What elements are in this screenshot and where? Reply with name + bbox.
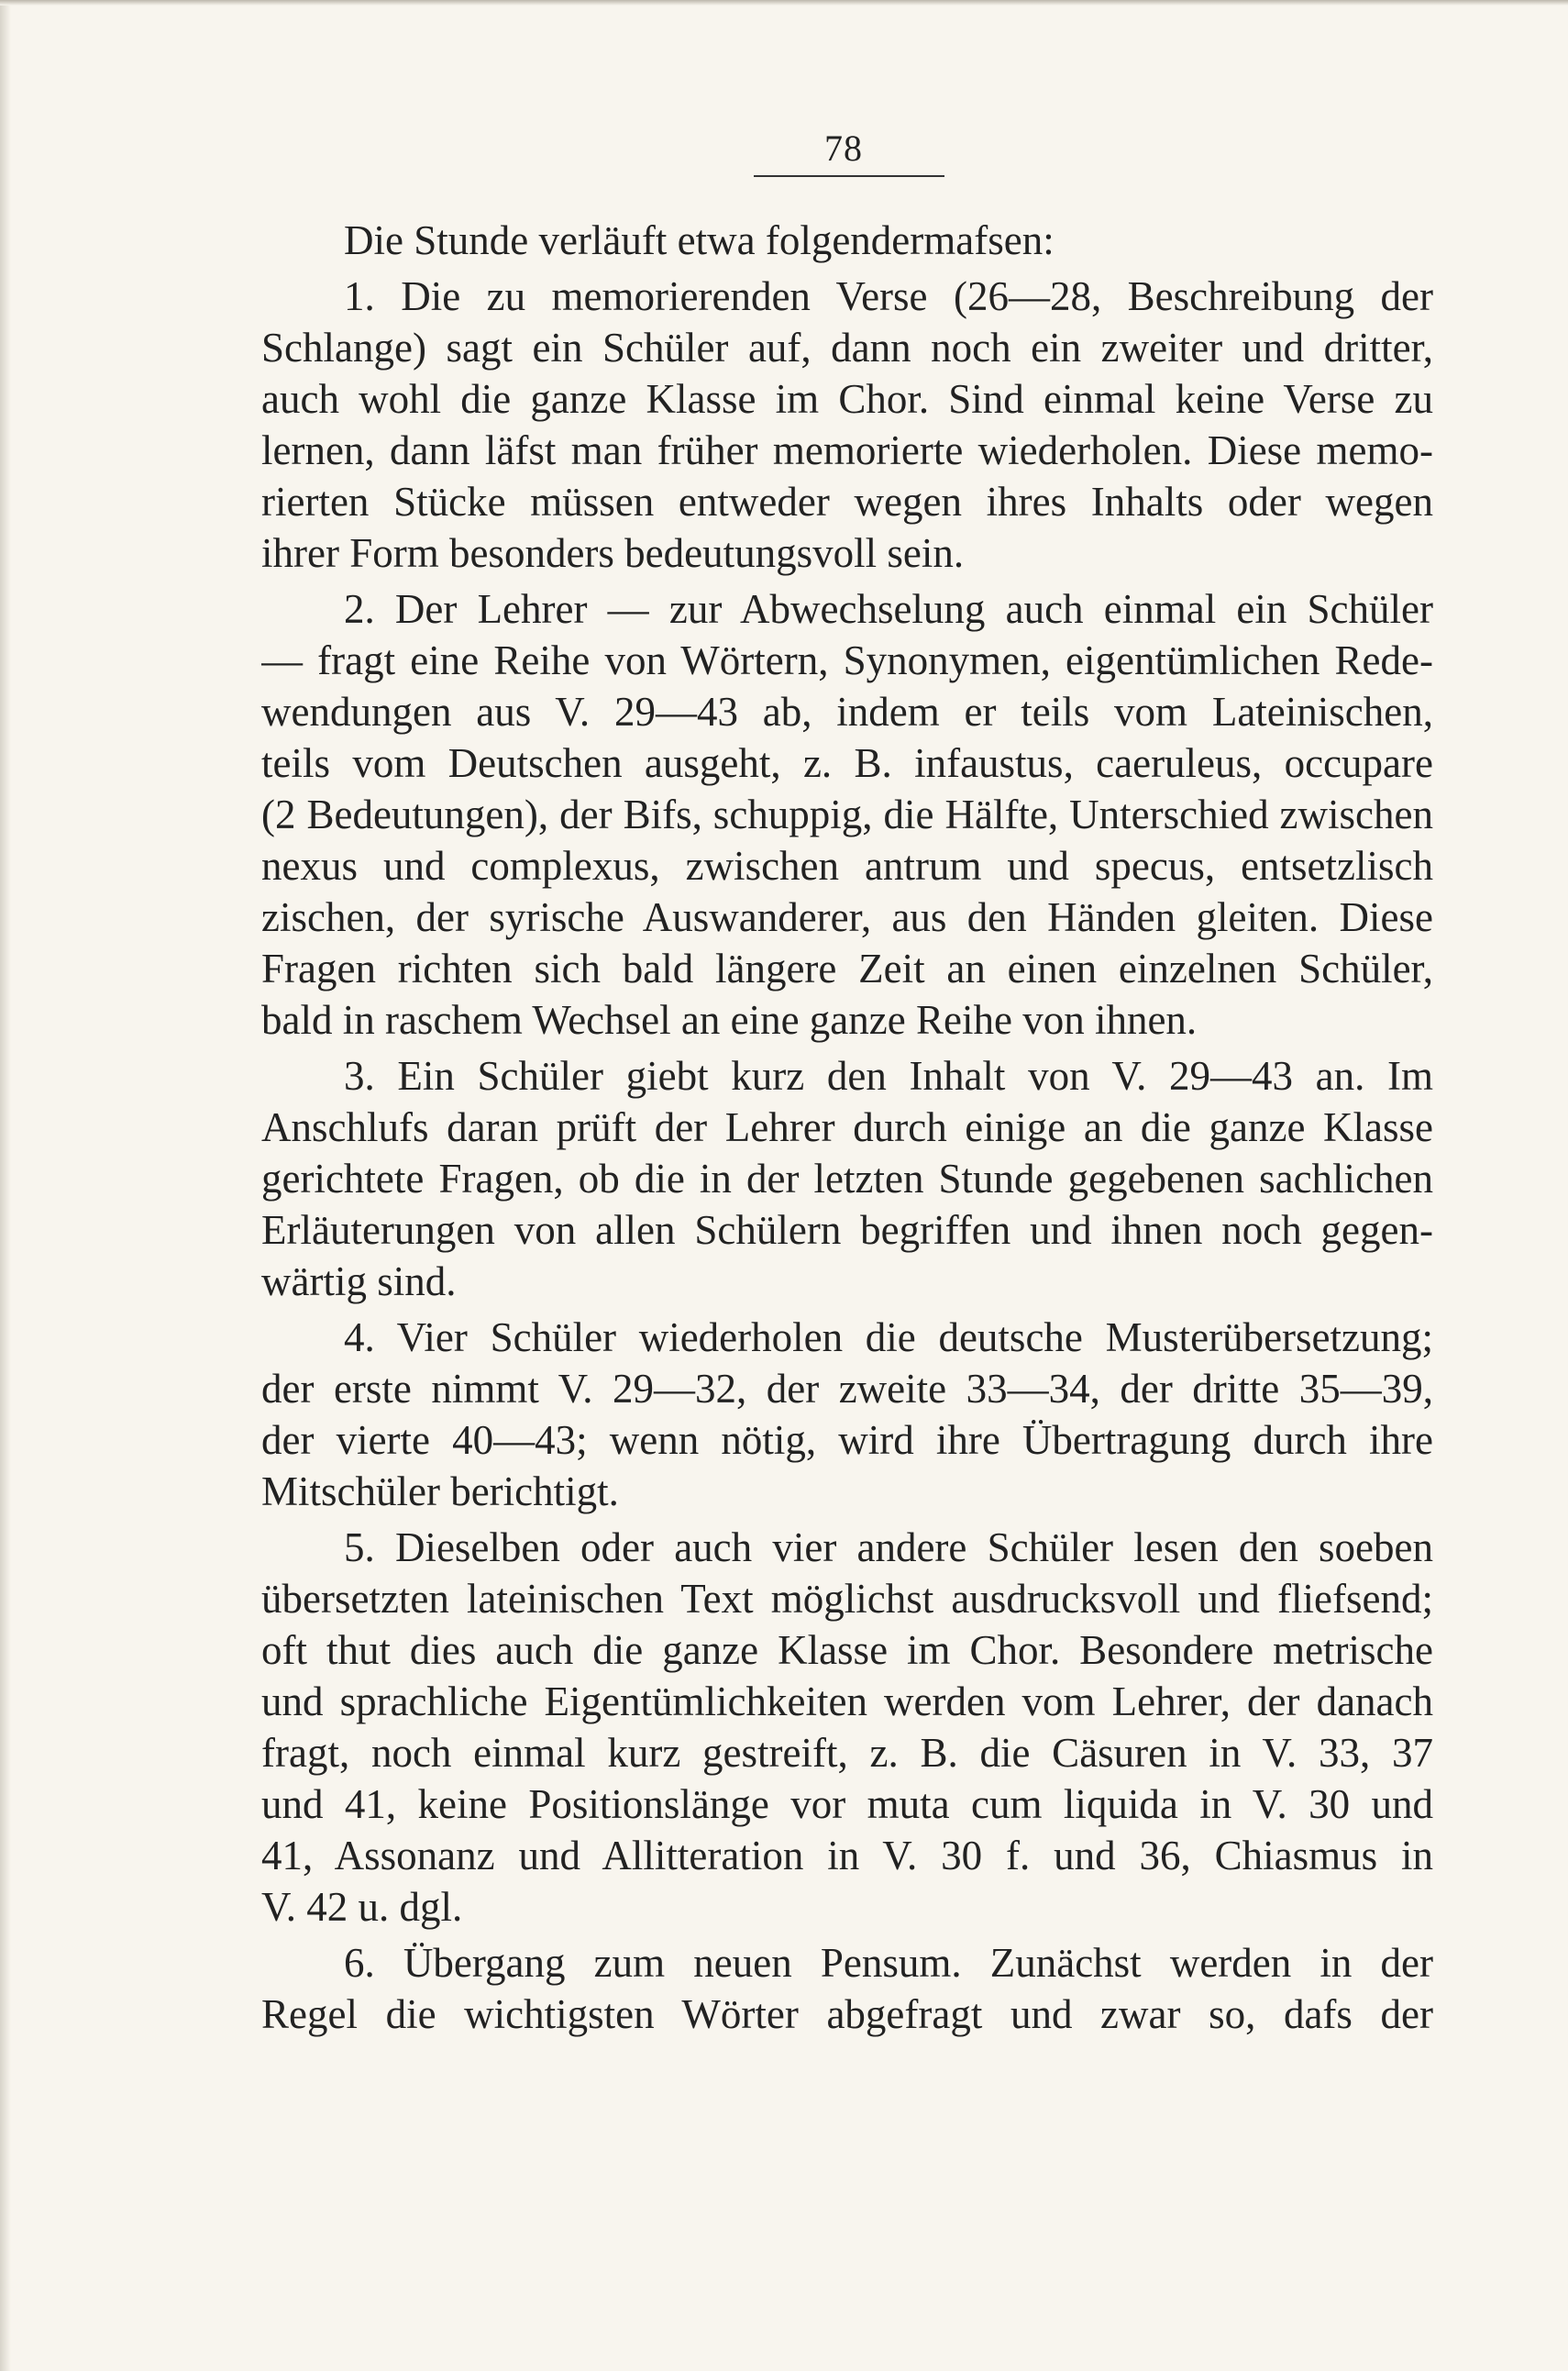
text-line: wendungen aus V. 29—43 ab, indem er teils vom Lateinischen,	[261, 689, 1433, 735]
text-line: der vierte 40—43; wenn nötig, wird ihre Übertragung durch ihre	[261, 1417, 1433, 1463]
text-line: nexus und complexus, zwischen antrum und specus, entsetzlisch	[261, 843, 1433, 889]
text-line: oft thut dies auch die ganze Klasse im Chor. Besondere metrische	[261, 1627, 1433, 1673]
text-line: Anschlufs daran prüft der Lehrer durch einige an die ganze Klasse	[261, 1104, 1433, 1150]
text-line: 1. Die zu memorierenden Verse (26—28, Beschreibung der	[344, 273, 1433, 319]
text-line: lernen, dann läfst man früher memorierte wiederholen. Diese memo-	[261, 427, 1433, 473]
text-line: auch wohl die ganze Klasse im Chor. Sind einmal keine Verse zu	[261, 376, 1433, 422]
text-line: übersetzten lateinischen Text möglichst ausdrucksvoll und fliefsend;	[261, 1576, 1433, 1622]
text-line: der erste nimmt V. 29—32, der zweite 33—34, der dritte 35—39,	[261, 1366, 1433, 1412]
text-line: und sprachliche Eigentümlichkeiten werden vom Lehrer, der danach	[261, 1679, 1433, 1724]
text-line: Schlange) sagt ein Schüler auf, dann noch ein zweiter und dritter,	[261, 325, 1433, 371]
page-top-edge	[0, 0, 1568, 6]
text-line: teils vom Deutschen ausgeht, z. B. infaustus, caeruleus, occupare	[261, 740, 1433, 786]
text-line: rierten Stücke müssen entweder wegen ihres Inhalts oder wegen	[261, 479, 1433, 525]
text-line: und 41, keine Positionslänge vor muta cum liquida in V. 30 und	[261, 1781, 1433, 1827]
text-line: Regel die wichtigsten Wörter abgefragt und zwar so, dafs der	[261, 1991, 1433, 2037]
text-line: 6. Übergang zum neuen Pensum. Zunächst werden in der	[344, 1940, 1433, 1986]
text-line: 4. Vier Schüler wiederholen die deutsche Musterübersetzung;	[344, 1314, 1433, 1360]
text-line: V. 42 u. dgl.	[261, 1884, 463, 1930]
text-line: 5. Dieselben oder auch vier andere Schüler lesen den soeben	[344, 1524, 1433, 1570]
text-line: 41, Assonanz und Allitteration in V. 30 f. und 36, Chiasmus in	[261, 1833, 1433, 1878]
text-line: zischen, der syrische Auswanderer, aus den Händen gleiten. Diese	[261, 894, 1433, 940]
text-line: Die Stunde verläuft etwa folgendermafsen:	[344, 217, 1055, 263]
text-line: — fragt eine Reihe von Wörtern, Synonymen, eigentümlichen Rede-	[261, 637, 1433, 683]
body-text	[261, 215, 1433, 2040]
text-line: Fragen richten sich bald längere Zeit an einen einzelnen Schüler,	[261, 946, 1433, 992]
text-line: bald in raschem Wechsel an eine ganze Reihe von ihnen.	[261, 997, 1198, 1043]
text-line: gerichtete Fragen, ob die in der letzten Stunde gegebenen sachlichen	[261, 1156, 1433, 1202]
page-left-edge	[0, 0, 11, 2371]
text-line: fragt, noch einmal kurz gestreift, z. B. die Cäsuren in V. 33, 37	[261, 1730, 1433, 1776]
text-line: Erläuterungen von allen Schülern begriffen und ihnen noch gegen-	[261, 1207, 1433, 1253]
text-line: (2 Bedeutungen), der Bifs, schuppig, die Hälfte, Unterschied zwischen	[261, 792, 1433, 837]
text-line: 2. Der Lehrer — zur Abwechselung auch einmal ein Schüler	[344, 586, 1433, 632]
page-number: 78	[824, 127, 863, 169]
text-line: Mitschüler berichtigt.	[261, 1468, 619, 1514]
page-number-rule	[754, 175, 944, 177]
text-line: wärtig sind.	[261, 1258, 457, 1304]
text-line: ihrer Form besonders bedeutungsvoll sein.	[261, 530, 965, 576]
text-line: 3. Ein Schüler giebt kurz den Inhalt von V. 29—43 an. Im	[344, 1053, 1433, 1099]
